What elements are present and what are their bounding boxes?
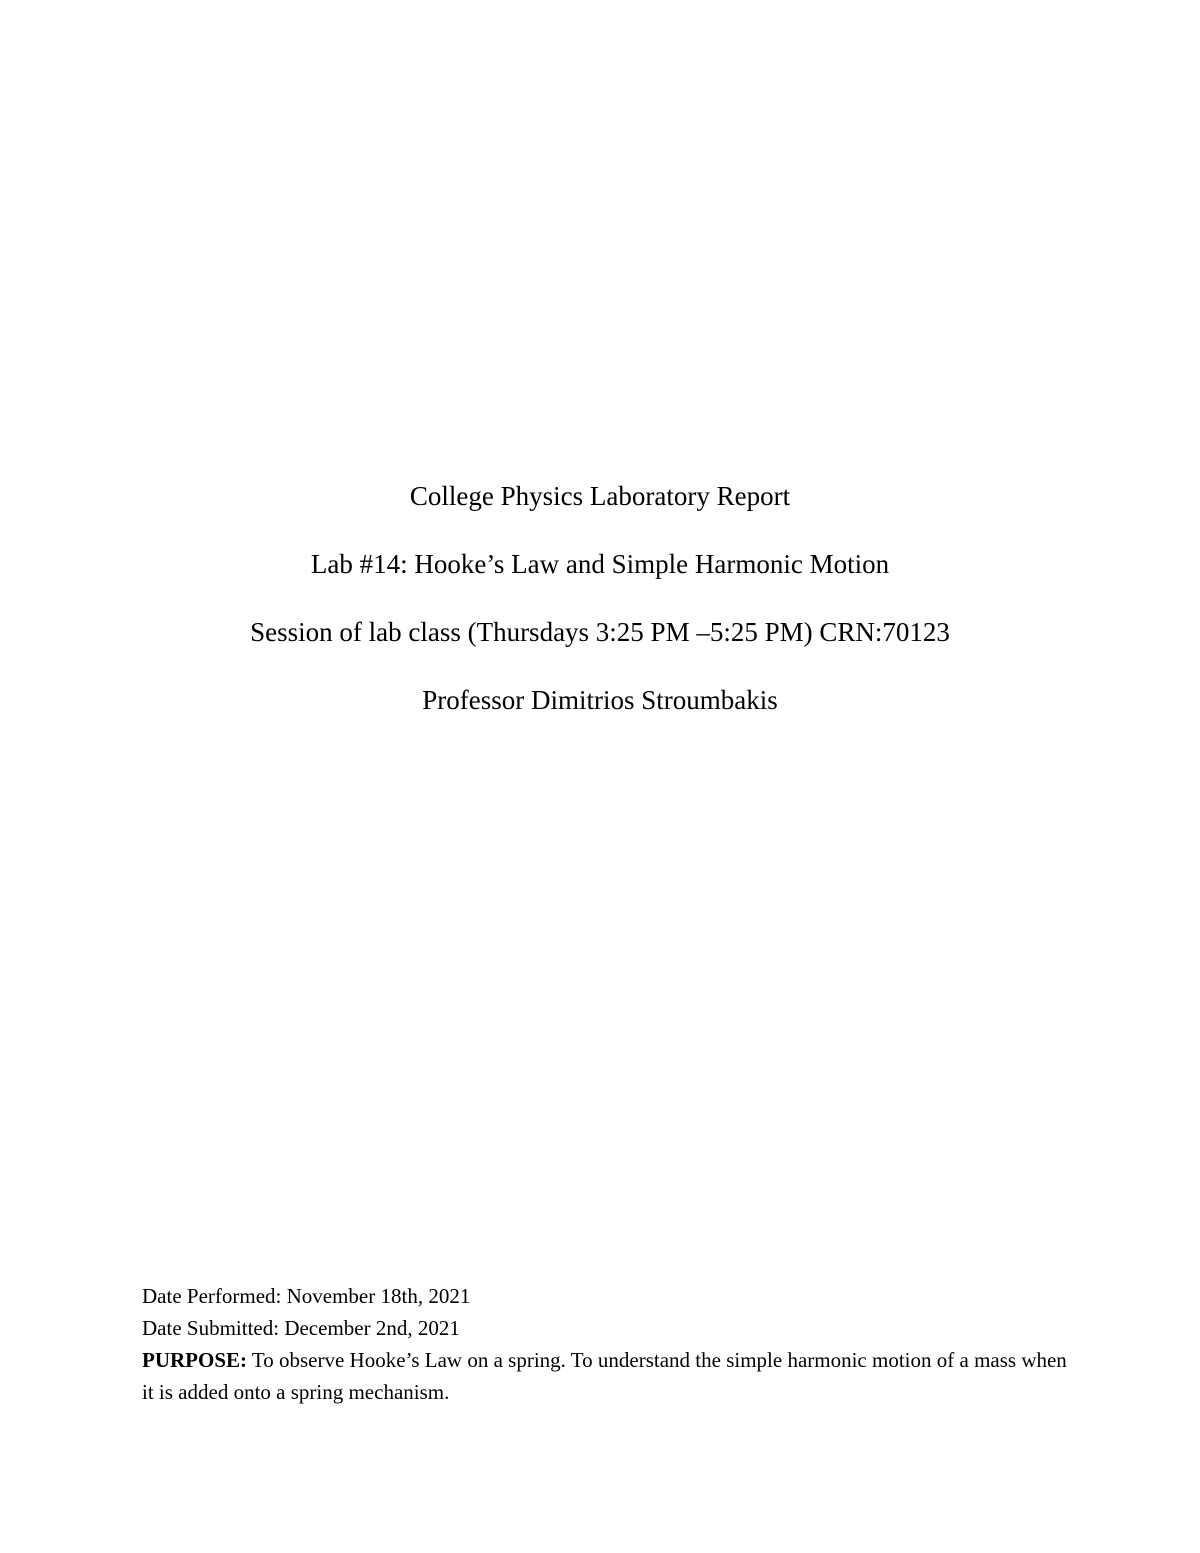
purpose-text: To observe Hooke’s Law on a spring. To understand the simple harmonic motion of a mass when it is added onto a spring mechanism. [142, 1348, 1067, 1404]
purpose-label: PURPOSE: [142, 1348, 247, 1372]
purpose-paragraph [142, 1344, 1072, 1408]
professor-name: Professor Dimitrios Stroumbakis [422, 685, 778, 715]
date-performed: Date Performed: November 18th, 2021 [142, 1284, 471, 1308]
title-block [0, 479, 1200, 751]
lab-title: Lab #14: Hooke’s Law and Simple Harmonic Motion [310, 549, 890, 579]
details-block [142, 1280, 1072, 1408]
date-submitted: Date Submitted: December 2nd, 2021 [142, 1316, 460, 1340]
report-title: College Physics Laboratory Report [409, 481, 791, 511]
session-info: Session of lab class (Thursdays 3:25 PM –5:25 PM) CRN:70123 [250, 617, 950, 647]
